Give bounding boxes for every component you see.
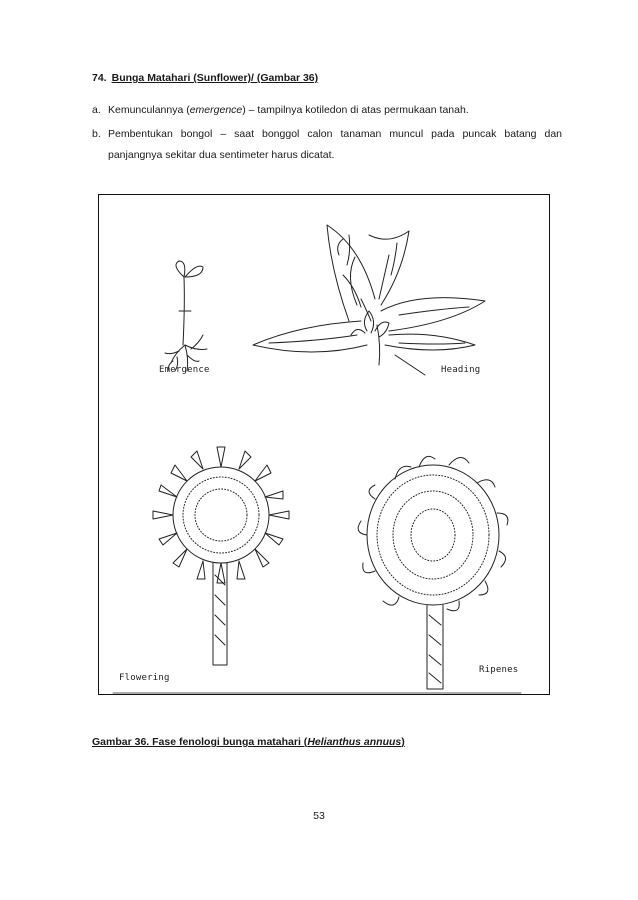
heading-label: Heading (441, 365, 481, 375)
list-item-a (92, 100, 562, 121)
page-number: 53 (313, 810, 325, 822)
list-item-text: Pembentukan bongol – saat bonggol calon tanaman muncul pada puncak batang dan panjangnya sekitar dua sentimeter harus dicatat. (108, 128, 562, 161)
flowering-sunflower-drawing (153, 447, 289, 665)
section-number: 74. (92, 72, 107, 84)
ripening-label: Ripenes (479, 665, 519, 675)
section-title: Bunga Matahari (Sunflower)/ (Gambar 36) (111, 72, 319, 84)
figure-caption (92, 736, 405, 748)
section-heading (92, 72, 318, 84)
list-item-text (108, 100, 562, 121)
ripening-sunflower-drawing (358, 456, 508, 689)
text-segment: Kemunculannya ( (108, 104, 190, 116)
emergence-label: Emergence (159, 365, 210, 375)
italic-term: emergence (189, 104, 243, 116)
caption-text: Gambar 36. Fase fenologi bunga matahari ( (92, 736, 308, 748)
caption-species-name: Helianthus annuus (307, 736, 402, 748)
caption-text: ) (401, 736, 405, 748)
flowering-label: Flowering (119, 673, 170, 683)
text-segment: ) – tampilnya kotiledon di atas permukaan tanah. (242, 104, 469, 116)
heading-plant-drawing (253, 225, 485, 375)
figure-frame (98, 194, 550, 695)
sunflower-stages-illustration (99, 195, 551, 696)
list-marker: a. (92, 104, 101, 116)
list-marker: b. (92, 128, 101, 140)
list-item-b (92, 124, 562, 166)
emergence-seedling-drawing (165, 261, 207, 371)
